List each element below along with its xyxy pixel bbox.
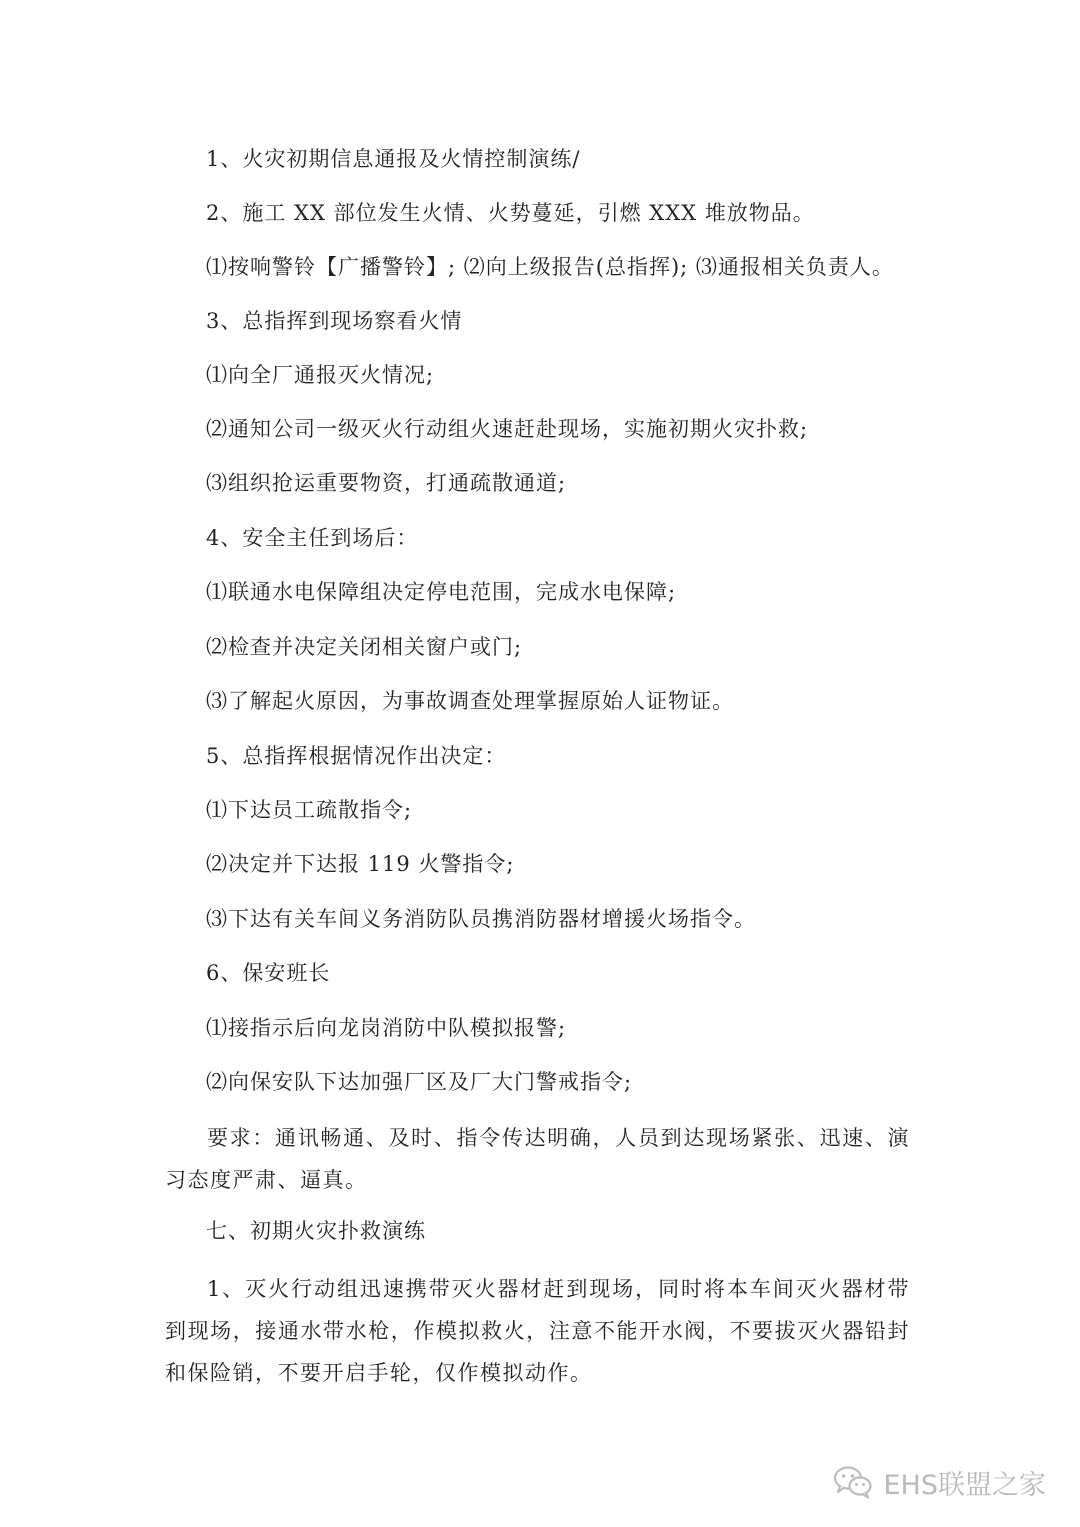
text-line: 4、安全主任到场后： [206, 526, 419, 550]
text-line: ⑶了解起火原因，为事故调查处理掌握原始人证物证。 [206, 689, 734, 713]
requirement-paragraph: 要求：通讯畅通、及时、指令传达明确，人员到达现场紧张、迅速、演习态度严肃、逼真。 [165, 1126, 910, 1192]
text-line: 6、保安班长 [206, 961, 331, 985]
section-heading: 七、初期火灾扑救演练 [206, 1219, 426, 1243]
text-line: ⑶组织抢运重要物资，打通疏散通道; [206, 471, 567, 495]
text-line: ⑵决定并下达报 119 火警指令; [206, 852, 515, 876]
text-line: ⑴下达员工疏散指令; [206, 798, 413, 822]
text-line: ⑵检查并决定关闭相关窗户或门; [206, 635, 523, 659]
wechat-icon [833, 1465, 873, 1499]
text-line: ⑴联通水电保障组决定停电范围，完成水电保障; [206, 580, 677, 604]
text-line: ⑵通知公司一级灭火行动组火速赶赴现场，实施初期火灾扑救; [206, 417, 809, 441]
text-line: ⑶下达有关车间义务消防队员携消防器材增援火场指令。 [206, 907, 756, 931]
text-line: ⑴按响警铃【广播警铃】; ⑵向上级报告(总指挥); ⑶通报相关负责人。 [206, 255, 894, 279]
text-line: ⑴接指示后向龙岗消防中队模拟报警; [206, 1016, 567, 1040]
text-line: 1、火灾初期信息通报及火情控制演练/ [206, 147, 581, 171]
text-line: ⑴向全厂通报灭火情况; [206, 363, 435, 387]
section-paragraph: 1、灭火行动组迅速携带灭火器材赶到现场，同时将本车间灭火器材带到现场，接通水带水枪，作模拟救火，注意不能开水阀，不要拔灭火器铅封和保险销，不要开启手轮，仅作模拟动作。 [165, 1277, 910, 1385]
watermark-text: EHS联盟之家 [883, 1469, 1046, 1501]
text-line: 3、总指挥到现场察看火情 [206, 309, 463, 333]
text-line: 5、总指挥根据情况作出决定： [206, 744, 507, 768]
text-line: ⑵向保安队下达加强厂区及厂大门警戒指令; [206, 1070, 633, 1094]
text-line: 2、施工 XX 部位发生火情、火势蔓延，引燃 XXX 堆放物品。 [206, 201, 815, 225]
watermark [833, 1460, 1046, 1504]
